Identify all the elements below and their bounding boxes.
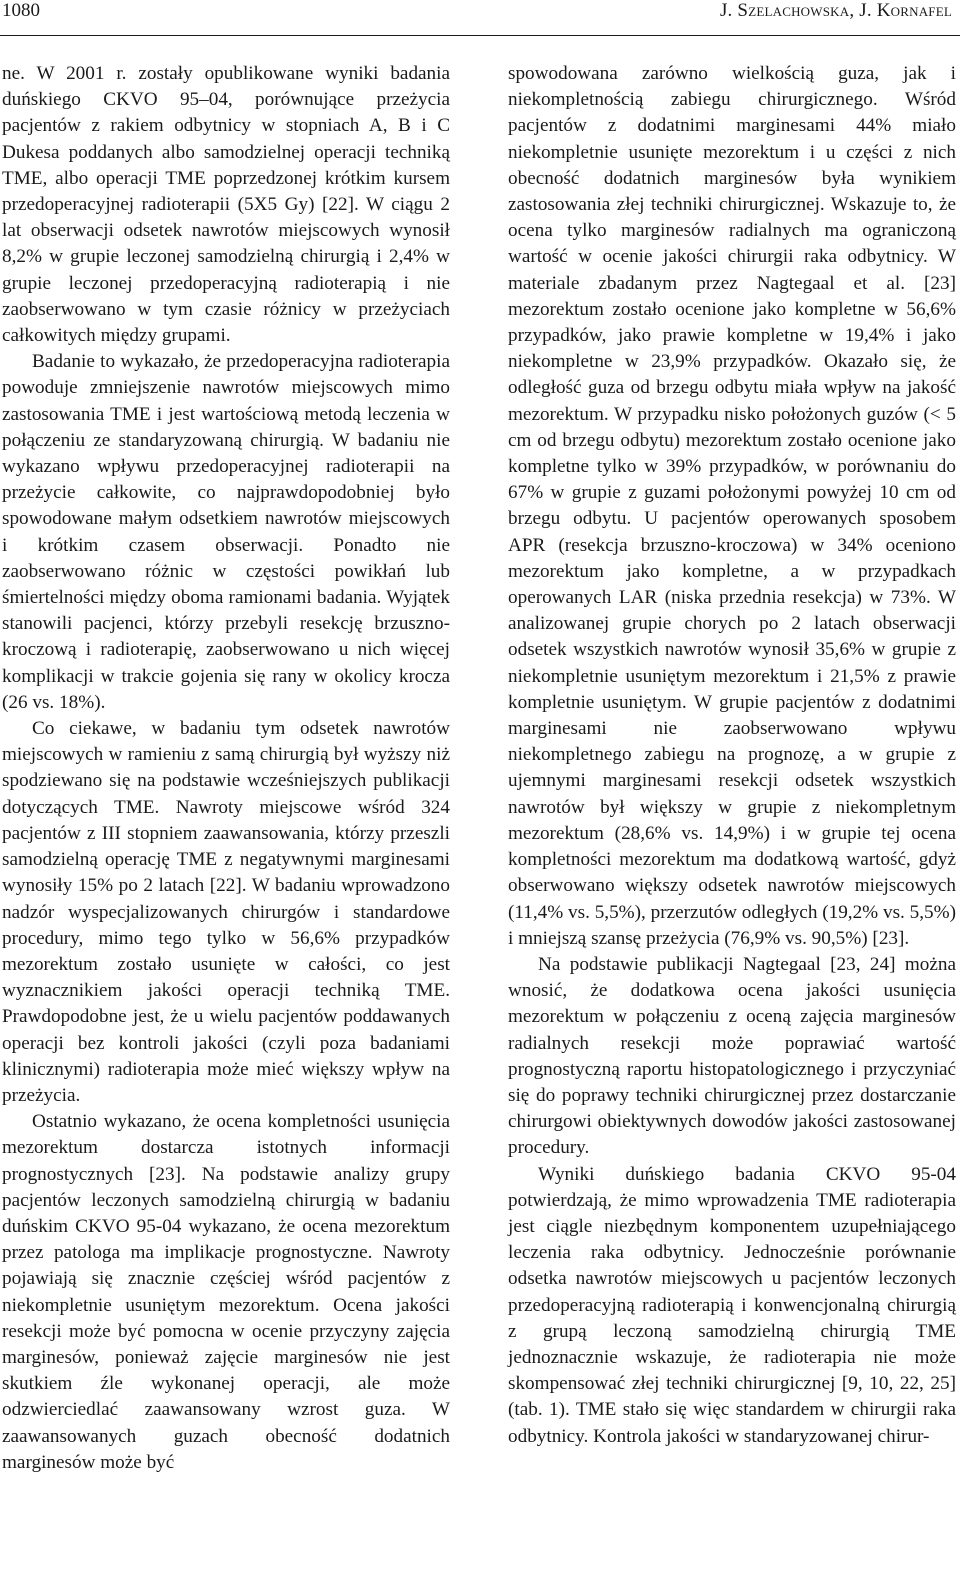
right-paragraph-3: Wyniki duńskiego badania CKVO 95-04 potwierdzają, że mimo wprowadzenia TME radioterapia jest ciągle niezbędnym komponentem uzupełniającego leczenia raka odbytnicy. Jednocześnie porównanie odsetka nawrotów miejscowych u pacjentów leczonych przedoperacyjną radioterapią i konwencjonalną chirurgią z grupą leczoną samodzielną chirurgią TME jednoznacznie wskazuje, że radioterapia nie może skompensować złej techniki chirurgicznej [9, 10, 22, 25] (tab. 1). TME stało się więc standardem w chirurgii raka odbytnicy. Kontrola jakości w standaryzowanej chirur-: [508, 1163, 956, 1447]
header-rule: [0, 35, 960, 36]
right-paragraph-1: spowodowana zarówno wielkością guza, jak i niekompletnością zabiegu chirurgicznego. Wśród pacjentów z dodatnimi marginesami 44% miało niekompletnie usunięte mezorektum i u części z nich obecność dodatnich marginesów była wynikiem zastosowania złej techniki chirurgicznej. Wskazuje to, że ocena tylko marginesów radialnych ma ograniczoną wartość w ocenie jakości chirurgii raka odbytnicy. W materiale zbadanym przez Nagtegaal et al. [23] mezorektum zostało ocenione jako kompletne w 56,6% przypadków, jako prawie kompletne w 19,4% i jako niekompletne w 23,9% przypadków. Okazało się, że odległość guza od brzegu odbytu miała wpływ na jakość mezorektum. W przypadku nisko położonych guzów (< 5 cm od brzegu odbytu) mezorektum zostało ocenione jako kompletne tylko w 39% przypadków, w porównaniu do 67% w grupie z guzami położonymi powyżej 10 cm od brzegu odbytu. U pacjentów operowanych sposobem APR (resekcja brzuszno-kroczowa) w 34% oceniono mezorektum jako kompletne, a w przypadkach operowanych LAR (niska przednia resekcja) w 73%. W analizowanej grupie chorych po 2 latach obserwacji odsetek wszystkich nawrotów wynosił 35,6% w grupie z niekompletnie usuniętym mezorektum i 21,5% z prawie kompletnie usuniętym. W grupie pacjentów z dodatnimi marginesami nie zaobserwowano wpływu niekompletnego zabiegu na prognozę, a w grupie z ujemnymi marginesami resekcji odsetek wszystkich nawrotów był większy w grupie z niekompletnym mezorektum (28,6% vs. 14,9%) i w grupie tej ocena kompletności mezorektum ma dodatkową wartość, gdyż obserwowano większy odsetek nawrotów miejscowych (11,4% vs. 5,5%), przerzutów odległych (19,2% vs. 5,5%) i mniejszą szansę przeżycia (76,9% vs. 90,5%) [23].: [508, 63, 956, 949]
right-paragraph-2: Na podstawie publikacji Nagtegaal [23, 24] można wnosić, że dodatkowa ocena jakości usunięcia mezorektum w połączeniu z oceną zajęcia marginesów radialnych resekcji może poprawiać wartość prognostyczną raportu histopatologicznego i przyczyniać się do poprawy techniki chirurgicznej przez dostarczanie chirurgowi obiektywnych dowodów jakości zastosowanej procedury.: [508, 953, 956, 1159]
page-header: [0, 0, 960, 22]
right-column: [508, 61, 956, 1450]
left-paragraph-2: Badanie to wykazało, że przedoperacyjna radioterapia powoduje zmniejszenie nawrotów miejscowych mimo zastosowania TME i jest wartościową metodą leczenia w połączeniu ze standaryzowaną chirurgią. W badaniu nie wykazano wpływu przedoperacyjnej radioterapii na przeżycie całkowite, co najprawdopodobniej było spowodowane małym odsetkiem nawrotów miejscowych i krótkim czasem obserwacji. Ponadto nie zaobserwowano różnic w częstości powikłań lub śmiertelności między oboma ramionami badania. Wyjątek stanowili pacjenci, którzy przebyli resekcję brzuszno-kroczową i radioterapię, zaobserwowano u nich więcej komplikacji w trakcie gojenia się rany w okolicy krocza (26 vs. 18%).: [2, 351, 450, 713]
running-head-authors: J. Szelachowska, J. Kornafel: [719, 0, 952, 21]
page-number: 1080: [2, 0, 40, 21]
left-paragraph-3: Co ciekawe, w badaniu tym odsetek nawrotów miejscowych w ramieniu z samą chirurgią był wyższy niż spodziewano się na podstawie wcześniejszych publikacji dotyczących TME. Nawroty miejscowe wśród 324 pacjentów z III stopniem zaawansowania, którzy przeszli samodzielną operację TME z negatywnymi marginesami wynosiły 15% po 2 latach [22]. W badaniu wprowadzono nadzór wyspecjalizowanych chirurgów i standardowe procedury, mimo tego tylko w 56,6% przypadków mezorektum zostało usunięte w całości, co jest wyznacznikiem jakości operacji techniką TME. Prawdopodobne jest, że u wielu pacjentów poddawanych operacji bez kontroli jakości (czyli poza badaniami klinicznymi) radioterapia może mieć większy wpływ na przeżycia.: [2, 718, 450, 1106]
left-paragraph-4: Ostatnio wykazano, że ocena kompletności usunięcia mezorektum dostarcza istotnych informacji prognostycznych [23]. Na podstawie analizy grupy pacjentów leczonych samodzielną chirurgią w badaniu duńskim CKVO 95-04 wykazano, że ocena mezorektum przez patologa ma implikacje prognostyczne. Nawroty pojawiają się znacznie częściej wśród pacjentów z niekompletnie usuniętym mezorektum. Ocena jakości resekcji może być pomocna w ocenie przyczyny zajęcia marginesów, ponieważ zajęcie marginesów nie jest skutkiem źle wykonanej operacji, ale może odzwierciedlać zaawansowany wzrost guza. W zaawansowanych guzach obecność dodatnich marginesów może być: [2, 1111, 450, 1473]
left-paragraph-1: ne. W 2001 r. zostały opublikowane wyniki badania duńskiego CKVO 95–04, porównujące przeżycia pacjentów z rakiem odbytnicy w stopniach A, B i C Dukesa poddanych albo samodzielnej operacji techniką TME, albo operacji TME poprzedzonej krótkim kursem przedoperacyjnej radioterapii (5X5 Gy) [22]. W ciągu 2 lat obserwacji odsetek nawrotów miejscowych wynosił 8,2% w grupie leczonej samodzielną chirurgią i 2,4% w grupie leczonej przedoperacyjną radioterapią i nie zaobserwowano w tym czasie różnicy w przeżyciach całkowitych między grupami.: [2, 63, 450, 347]
left-column: [2, 61, 450, 1476]
